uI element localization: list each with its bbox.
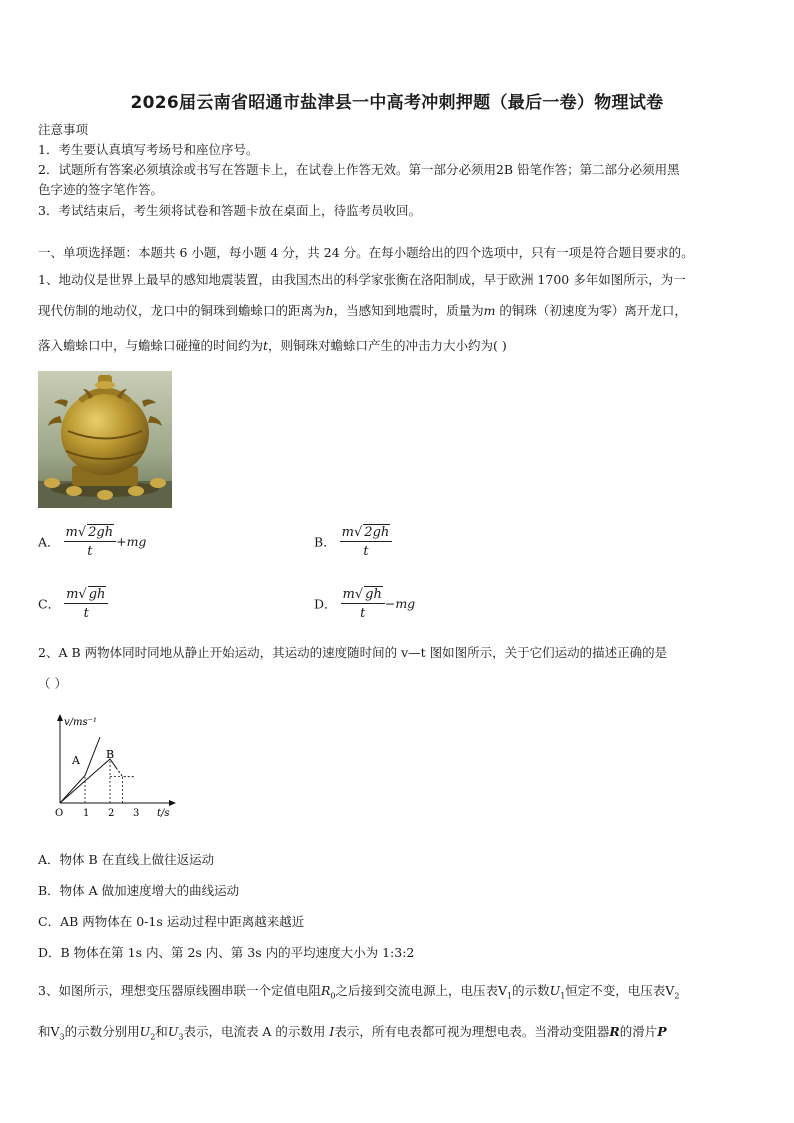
q2-option-c[interactable]: C．AB 两物体在 0-1s 运动过程中距离越来越近	[38, 914, 305, 929]
x-tick-3: 3	[133, 808, 140, 819]
series-b-label: B	[106, 748, 115, 761]
vt-plot-area	[60, 737, 135, 803]
section-heading: 一、单项选择题：本题共 6 小题，每小题 4 分，共 24 分。在每小题给出的四个选项中，只有一项是符合题目要求的。	[38, 245, 694, 260]
series-b-line-dashed	[116, 768, 135, 777]
q2-line-1: 2、A B 两物体同时同地从静止开始运动，其运动的速度随时间的 v—t 图如图所示，关于它们运动的描述正确的是	[38, 645, 668, 660]
x-axis-label: t/s	[157, 808, 170, 819]
x-tick-1: 1	[83, 808, 90, 819]
q3-line-1: 3、如图所示，理想变压器原线圈串联一个定值电阻$R_0$之后接到交流电源上，电压表$V_1$的示数$U_1$恒定不变，电压表$V_2$	[38, 983, 680, 1001]
q1-option-c[interactable]: C． $\frac{m√ gh}{t}$	[38, 586, 108, 621]
seismoscope-image	[38, 371, 172, 508]
q2-option-b[interactable]: B．物体 A 做加速度增大的曲线运动	[38, 883, 240, 898]
q2-option-d[interactable]: D．B 物体在第 1s 内、第 2s 内、第 3s 内的平均速度大小为 1:3:2	[38, 945, 415, 960]
x-axis-arrow	[169, 800, 176, 806]
y-axis-arrow	[57, 714, 63, 721]
x-tick-2: 2	[108, 808, 115, 819]
series-a-label: A	[72, 754, 80, 767]
paper-title: 2026届云南省昭通市盐津县一中高考冲刺押题（最后一卷）物理试卷	[130, 93, 664, 113]
q1-option-d[interactable]: D． $\frac{m√ gh}{t}$ −mg	[314, 587, 416, 621]
y-axis-label: v/ms⁻¹	[64, 717, 97, 728]
notice-item-1: 1．考生要认真填写考场号和座位序号。	[38, 142, 259, 157]
q2-line-2: （ ）	[38, 676, 67, 691]
q3-line-2: 和$V_3$的示数分别用$U_2$和$U_3$表示，电流表 A 的示数用 I表示，所有电表都可视为理想电表。当滑动变阻器R的滑片P	[38, 1024, 667, 1042]
origin-label: O	[55, 808, 64, 819]
notice-item-3: 3．考试结束后，考生须将试卷和答题卡放在桌面上，待监考员收回。	[38, 203, 421, 218]
q2-option-a[interactable]: A．物体 B 在直线上做往返运动	[38, 852, 215, 867]
q1-line-1: 1、地动仪是世界上最早的感知地震装置，由我国杰出的科学家张衡在洛阳制成，早于欧洲 1700 多年如图所示，为一	[38, 272, 686, 287]
q1-option-b[interactable]: B． $\frac{m√ 2gh}{t}$	[314, 524, 392, 559]
q1-line-2: 现代仿制的地动仪，龙口中的铜珠到蟾蜍口的距离为h，当感知到地震时，质量为m 的铜珠（初速度为零）离开龙口，	[38, 303, 687, 318]
vt-graph	[50, 712, 180, 822]
series-a-line	[60, 737, 100, 803]
q1-option-a[interactable]: A． $\frac{m√ 2gh}{t}$ +mg	[38, 525, 147, 559]
notice-heading: 注意事项	[38, 122, 89, 137]
notice-item-2: 2．试题所有答案必须填涂或书写在答题卡上，在试卷上作答无效。第一部分必须用2B 铅笔作答；第二部分必须用黑	[38, 162, 680, 177]
q1-line-3: 落入蟾蜍口中，与蟾蜍口碰撞的时间约为t，则铜珠对蟾蜍口产生的冲击力大小约为( )	[38, 338, 507, 353]
notice-item-2-cont: 色字迹的签字笔作答。	[38, 182, 164, 197]
series-b-line	[60, 759, 116, 803]
